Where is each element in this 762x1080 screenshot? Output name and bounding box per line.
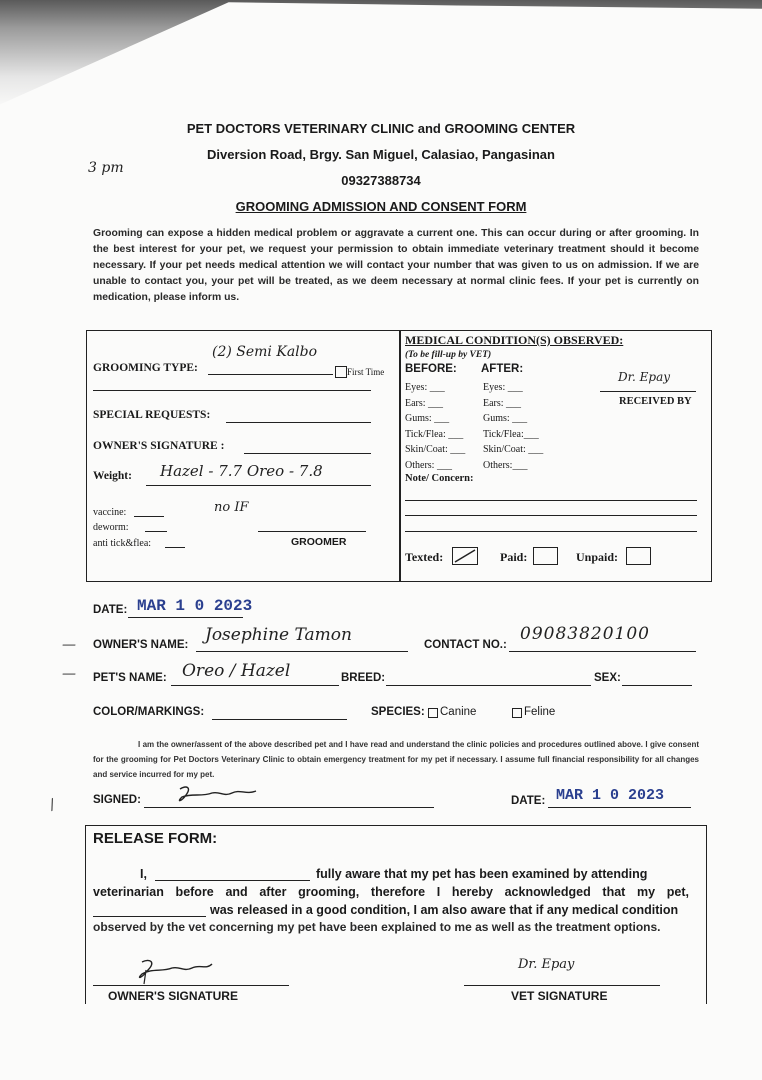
unpaid-label: Unpaid: [576, 550, 619, 564]
release-owner-signature-scribble [128, 956, 218, 986]
canine-checkbox[interactable] [428, 708, 438, 718]
before-item: Others: ___ [405, 459, 452, 471]
owner-name-value: Josephine Tamon [205, 625, 352, 645]
received-by-line[interactable] [600, 391, 696, 392]
groomer-line[interactable] [258, 531, 366, 532]
signed-label: SIGNED: [93, 794, 141, 806]
pet-name-line[interactable] [171, 685, 339, 686]
sex-line[interactable] [622, 685, 692, 686]
before-item: Eyes: ___ [405, 382, 445, 393]
breed-line[interactable] [386, 685, 591, 686]
release-title: RELEASE FORM: [93, 830, 218, 847]
owners-signature-line[interactable] [244, 453, 371, 454]
after-item: Eyes: ___ [483, 382, 523, 393]
color-markings-label: COLOR/MARKINGS: [93, 706, 205, 718]
paid-checkbox[interactable] [533, 547, 558, 565]
color-markings-line[interactable] [212, 719, 347, 720]
note-concern-label: Note/ Concern: [405, 473, 474, 484]
contact-line[interactable] [509, 651, 696, 652]
vet-sig-line[interactable] [464, 985, 660, 986]
page-shadow [0, 0, 762, 110]
release-line3-suffix: was released in a good condition, I am also aware that if any medical condition [210, 903, 679, 917]
checkmark-icon [453, 548, 477, 564]
before-item: Gums: ___ [405, 413, 450, 424]
before-label: BEFORE: [405, 363, 457, 375]
note-line-1[interactable] [405, 500, 697, 501]
box-divider [399, 330, 401, 582]
after-item: Tick/Flea:___ [483, 428, 539, 440]
first-time-checkbox[interactable] [335, 366, 347, 378]
medical-subtitle: (To be fill-up by VET) [405, 350, 492, 360]
before-list [405, 380, 465, 473]
signed-date-label: DATE: [511, 795, 546, 807]
unpaid-checkbox[interactable] [626, 547, 651, 565]
groomer-label: GROOMER [291, 536, 347, 548]
release-owner-line[interactable] [155, 880, 310, 881]
texted-label: Texted: [405, 550, 444, 564]
clinic-phone: 09327388734 [341, 173, 421, 188]
vaccine-note: no IF [214, 500, 249, 515]
sex-label: SEX: [594, 672, 621, 684]
paid-label: Paid: [500, 550, 528, 564]
release-owner-sig-line[interactable] [93, 985, 289, 986]
signed-line[interactable] [144, 807, 434, 808]
tick-mark: — [62, 637, 76, 653]
after-list [483, 380, 543, 473]
release-line1-suffix: fully aware that my pet has been examined by attending [316, 867, 648, 881]
grooming-type-line-2[interactable] [93, 390, 371, 391]
intro-paragraph: Grooming can expose a hidden medical problem or aggravate a current one. This can occur during or after grooming. In the best interest for your pet, we request your permission to obtain immediate veterinary treatment should it become necessary. If your pet needs medical attention we will contact your number that was given to us on admission. If we are unable to contact you, your pet will be treated, as we deem necessary at normal clinic fees. If your pet is currently on medication, please inform us. [93, 228, 699, 303]
date-stamp: MAR 1 0 2023 [137, 597, 253, 615]
tick-mark: / [46, 796, 58, 814]
vet-signature: Dr. Epay [518, 957, 575, 972]
grooming-type-value: (2) Semi Kalbo [212, 344, 318, 360]
contact-value: 09083820100 [520, 624, 650, 644]
canine-label: Canine [440, 706, 477, 718]
weight-label: Weight: [93, 470, 132, 482]
feline-label: Feline [524, 706, 556, 718]
before-item: Tick/Flea: ___ [405, 428, 464, 440]
vet-sig-label: VET SIGNATURE [511, 989, 608, 1003]
form-title: GROOMING ADMISSION AND CONSENT FORM [235, 199, 527, 214]
owners-signature-label: OWNER'S SIGNATURE : [93, 440, 225, 452]
after-item: Gums: ___ [483, 413, 528, 424]
clinic-address: Diversion Road, Brgy. San Miguel, Calasiao, Pangasinan [207, 147, 555, 162]
antitick-line[interactable] [165, 547, 185, 548]
species-label: SPECIES: [371, 706, 425, 718]
date-line[interactable] [128, 617, 243, 618]
received-by-label: RECEIVED BY [619, 396, 692, 407]
owner-name-label: OWNER'S NAME: [93, 639, 189, 651]
after-label: AFTER: [481, 363, 524, 375]
release-line1-prefix: I, [140, 867, 147, 881]
weight-line[interactable] [146, 485, 371, 486]
after-item: Ears: ___ [483, 397, 522, 409]
vaccine-line[interactable] [134, 516, 164, 517]
grooming-type-line[interactable] [208, 374, 333, 375]
special-requests-line[interactable] [226, 422, 371, 423]
signed-date-line[interactable] [548, 807, 691, 808]
contact-label: CONTACT NO.: [424, 639, 507, 651]
breed-label: BREED: [341, 672, 386, 684]
received-by-signature: Dr. Epay [618, 370, 671, 384]
owner-signature-scribble [172, 783, 262, 809]
after-item: Skin/Coat: ___ [483, 444, 544, 455]
tick-mark: — [62, 666, 76, 682]
first-time-label: First Time [347, 367, 385, 377]
release-line4: observed by the vet concerning my pet have been explained to me as well as the treatment options. [93, 920, 661, 934]
signed-date-stamp: MAR 1 0 2023 [556, 787, 665, 804]
owner-name-line[interactable] [196, 651, 408, 652]
release-owner-sig-label: OWNER'S SIGNATURE [108, 989, 238, 1003]
antitick-label: anti tick&flea: [93, 538, 152, 549]
deworm-label: deworm: [93, 522, 129, 533]
feline-checkbox[interactable] [512, 708, 522, 718]
note-line-2[interactable] [405, 515, 697, 516]
after-item: Others:___ [483, 459, 528, 471]
note-line-3[interactable] [405, 531, 697, 532]
date-label: DATE: [93, 604, 128, 616]
grooming-type-label: GROOMING TYPE: [93, 362, 198, 374]
before-item: Skin/Coat: ___ [405, 444, 466, 455]
consent-paragraph: I am the owner/assent of the above described pet and I have read and understand the clinic policies and procedures outlined above. I give consent for the grooming for Pet Doctors Veterinary Clinic to obtain emergency treatment for my pet if necessary. I assume full financial responsibility for all changes and service incurred for my pet. [93, 740, 699, 779]
weight-value: Hazel - 7.7 Oreo - 7.8 [160, 462, 323, 480]
pet-name-value: Oreo / Hazel [182, 661, 291, 681]
deworm-line[interactable] [145, 531, 167, 532]
handwritten-time: 3 pm [88, 160, 124, 176]
texted-checkbox[interactable] [452, 547, 478, 565]
before-item: Ears: ___ [405, 397, 444, 409]
release-pet-line[interactable] [93, 916, 206, 917]
release-line2: veterinarian before and after grooming, therefore I hereby acknowledged that my pet, [93, 885, 689, 899]
vaccine-label: vaccine: [93, 507, 127, 518]
special-requests-label: SPECIAL REQUESTS: [93, 409, 211, 421]
pet-name-label: PET'S NAME: [93, 672, 167, 684]
clinic-name: PET DOCTORS VETERINARY CLINIC and GROOMING CENTER [186, 121, 576, 136]
medical-title: MEDICAL CONDITION(S) OBSERVED: [405, 333, 624, 347]
